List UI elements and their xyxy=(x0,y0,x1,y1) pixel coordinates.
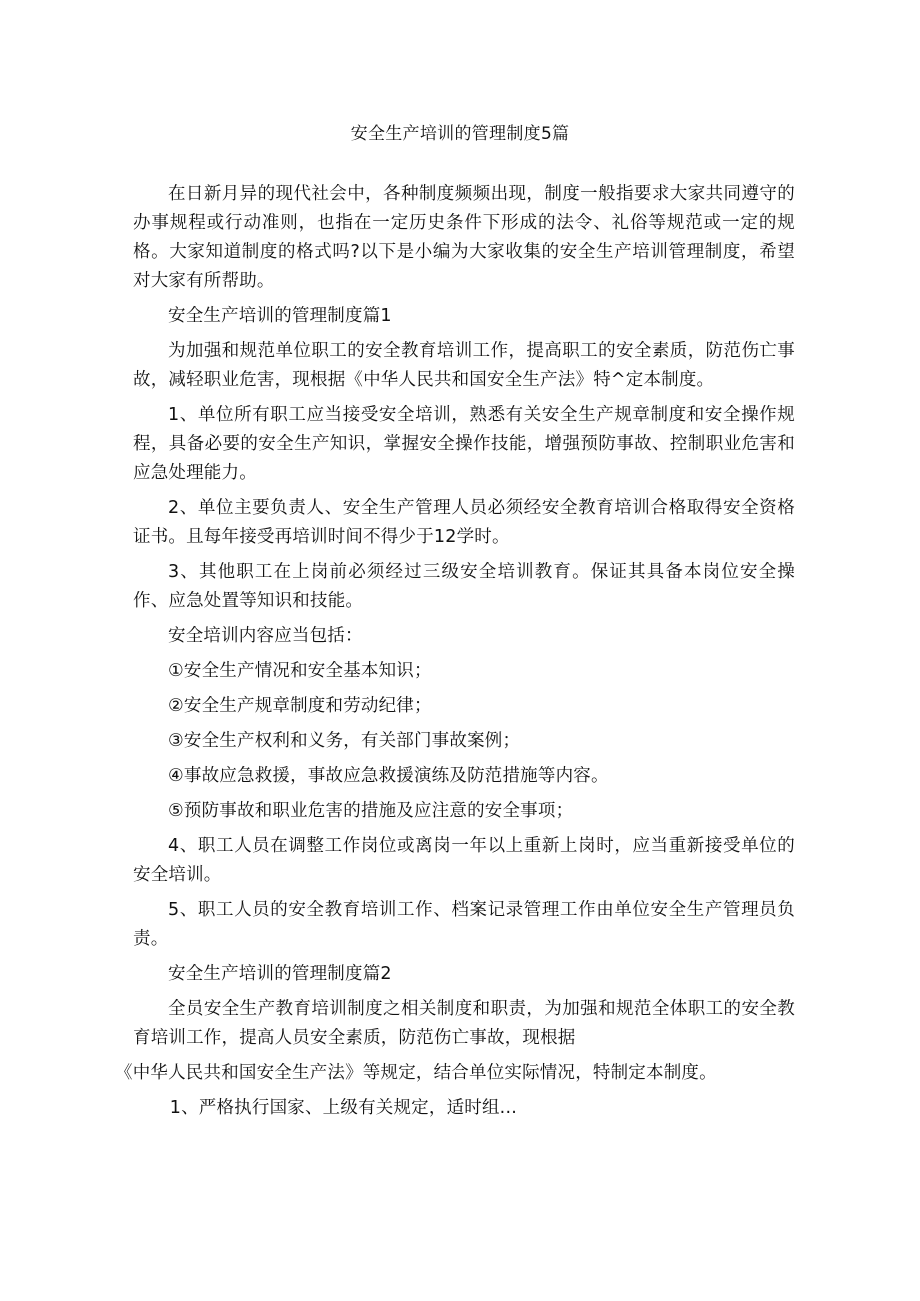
paragraph: 《中华人民共和国安全生产法》等规定，结合单位实际情况，特制定本制度。 xyxy=(115,1063,717,1083)
paragraph: 5、职工人员的安全教育培训工作、档案记录管理工作由单位安全生产管理员负责。 xyxy=(133,900,795,949)
paragraph: 1、单位所有职工应当接受安全培训，熟悉有关安全生产规章制度和安全操作规程，具备必要的安全生产知识，掌握安全操作技能，增强预防事故、控制职业危害和应急处理能力。 xyxy=(133,405,795,483)
list-item: ④事故应急救援，事故应急救援演练及防范措施等内容。 xyxy=(168,766,609,786)
intro-paragraph: 在日新月异的现代社会中，各种制度频频出现，制度一般指要求大家共同遵守的办事规程或行动准则，也指在一定历史条件下形成的法令、礼俗等规范或一定的规格。大家知道制度的格式吗?以下是小编为大家收集的安全生产培训管理制度，希望对大家有所帮助。 xyxy=(133,184,795,291)
paragraph: 2、单位主要负责人、安全生产管理人员必须经安全教育培训合格取得安全资格证书。且每年接受再培训时间不得少于12学时。 xyxy=(133,498,795,547)
list-heading: 安全培训内容应当包括： xyxy=(168,626,363,646)
list-item: ②安全生产规章制度和劳动纪律； xyxy=(168,696,432,716)
paragraph: 为加强和规范单位职工的安全教育培训工作，提高职工的安全素质，防范伤亡事故，减轻职业危害，现根据《中华人民共和国安全生产法》特^定本制度。 xyxy=(133,341,795,390)
paragraph: 全员安全生产教育培训制度之相关制度和职责，为加强和规范全体职工的安全教育培训工作，提高人员安全素质，防范伤亡事故，现根据 xyxy=(133,999,795,1048)
document-body xyxy=(115,180,795,1123)
list-item: ③安全生产权利和义务，有关部门事故案例； xyxy=(168,731,521,751)
paragraph: 4、职工人员在调整工作岗位或离岗一年以上重新上岗时，应当重新接受单位的安全培训。 xyxy=(133,836,795,885)
document-title: 安全生产培训的管理制度5篇 xyxy=(350,124,570,144)
section-heading-2: 安全生产培训的管理制度篇2 xyxy=(168,964,392,984)
list-item: ⑤预防事故和职业危害的措施及应注意的安全事项； xyxy=(168,801,574,821)
paragraph: 1、严格执行国家、上级有关规定，适时组... xyxy=(169,1098,517,1118)
list-item: ①安全生产情况和安全基本知识； xyxy=(168,661,432,681)
section-heading-1: 安全生产培训的管理制度篇1 xyxy=(168,306,392,326)
paragraph: 3、其他职工在上岗前必须经过三级安全培训教育。保证其具备本岗位安全操作、应急处置等知识和技能。 xyxy=(133,562,795,611)
